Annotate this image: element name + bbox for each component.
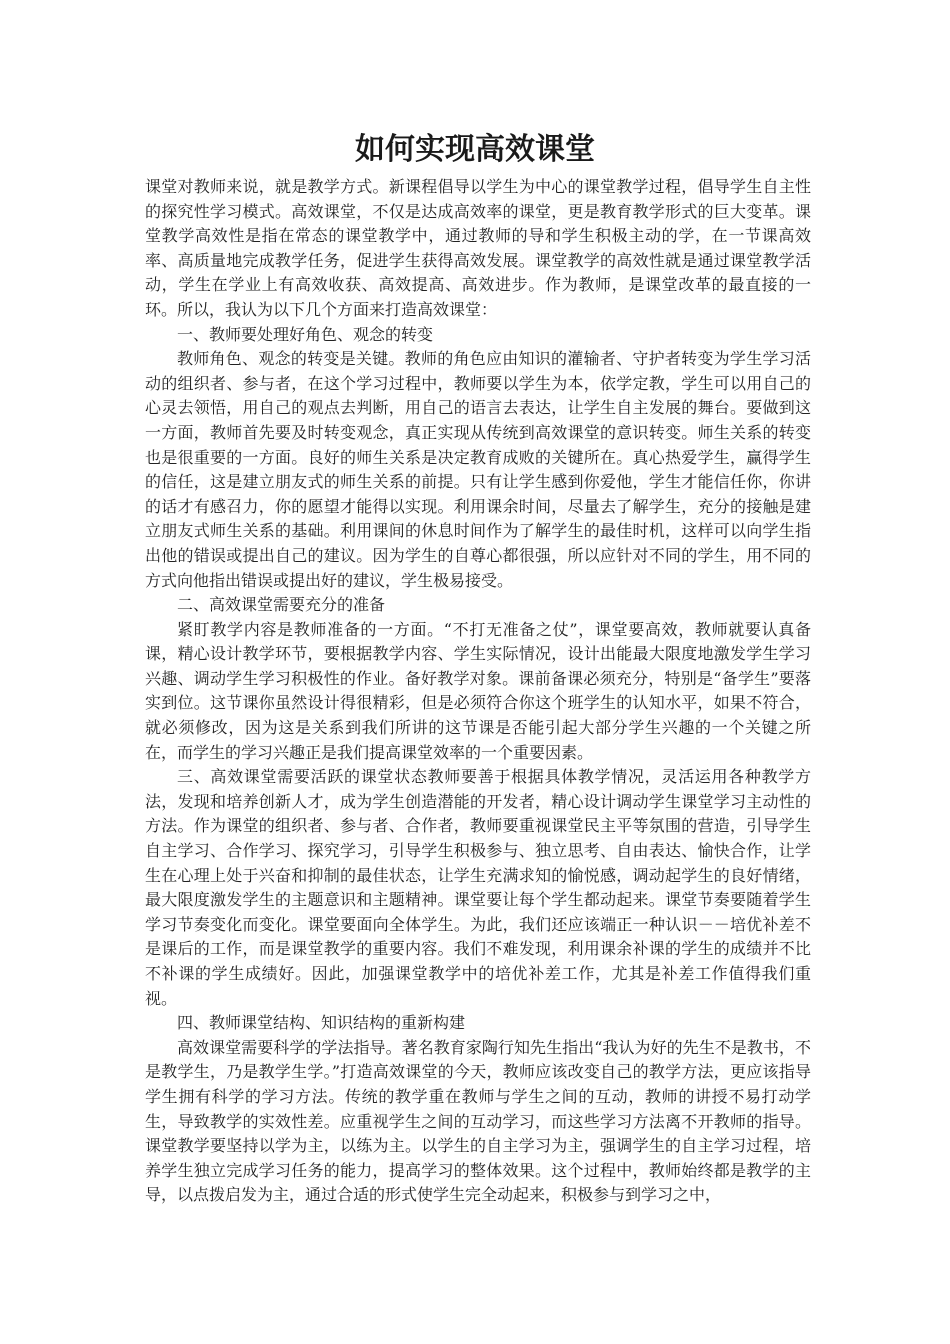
document-title: 如何实现高效课堂 [355,132,595,167]
body-paragraph: 高效课堂需要科学的学法指导。著名教育家陶行知先生指出“我认为好的先生不是教书，不是教学生，乃是教学生学。”打造高效课堂的今天，教师应该改变自己的教学方法，更应该指导学生拥有科学的学习方法。传统的教学重在教师与学生之间的互动，教师的讲授不易打动学生，导致教学的实效性差。应重视学生之间的互动学习，而这些学习方法离不开教师的指导。课堂教学要坚持以学为主，以练为主。以学生的自主学习为主，强调学生的自主学习过程，培养学生独立完成学习任务的能力，提高学习的整体效果。这个过程中，教师始终都是教学的主导，以点拨启发为主，通过合适的形式使学生完全动起来，积极参与到学习之中， [145,1037,811,1205]
section-heading-1: 一、教师要处理好角色、观念的转变 [177,324,434,344]
intro-paragraph: 课堂对教师来说，就是教学方式。新课程倡导以学生为中心的课堂教学过程，倡导学生自主性的探究性学习模式。高效课堂，不仅是达成高效率的课堂，更是教育教学形式的巨大变革。课堂教学高效性是指在常态的课堂教学中，通过教师的导和学生积极主动的学，在一节课高效率、高质量地完成教学任务，促进学生获得高效发展。课堂教学的高效性就是通过课堂教学活动，学生在学业上有高效收获、高效提高、高效进步。作为教师，是课堂改革的最直接的一环。所以，我认为以下几个方面来打造高效课堂： [145,177,811,319]
section-heading-2: 二、高效课堂需要充分的准备 [177,595,386,615]
body-paragraph: 教师角色、观念的转变是关键。教师的角色应由知识的灌输者、守护者转变为学生学习活动的组织者、参与者，在这个学习过程中，教师要以学生为本，依学定教，学生可以用自己的心灵去领悟，用自己的观点去判断，用自己的语言去表达，让学生自主发展的舞台。要做到这一方面，教师首先要及时转变观念，真正实现从传统到高效课堂的意识转变。师生关系的转变也是很重要的一方面。良好的师生关系是决定教育成败的关键所在。真心热爱学生，赢得学生的信任，这是建立朋友式的师生关系的前提。只有让学生感到你爱他，学生才能信任你，你讲的话才有感召力，你的愿望才能得以实现。利用课余时间，尽量去了解学生，充分的接触是建立朋友式师生关系的基础。利用课间的休息时间作为了解学生的最佳时机，这样可以向学生指出他的错误或提出自己的建议。因为学生的自尊心都很强，所以应针对不同的学生，用不同的方式向他指出错误或提出好的建议，学生极易接受。 [145,349,811,590]
section-heading-4: 四、教师课堂结构、知识结构的重新构建 [177,1013,466,1033]
body-paragraph: 紧盯教学内容是教师准备的一方面。“不打无准备之仗”，课堂要高效，教师就要认真备课，精心设计教学环节，要根据教学内容、学生实际情况，设计出能最大限度地激发学生学习兴趣、调动学生学习积极性的作业。备好教学对象。课前备课必须充分，特别是“备学生”要落实到位。这节课你虽然设计得很精彩，但是必须符合你这个班学生的认知水平，如果不符合，就必须修改，因为这是关系到我们所讲的这节课是否能引起大部分学生兴趣的一个关键之所在，而学生的学习兴趣正是我们提高课堂效率的一个重要因素。 [145,619,811,762]
body-paragraph-section-3: 三、高效课堂需要活跃的课堂状态教师要善于根据具体教学情况，灵活运用各种教学方法，发现和培养创新人才，成为学生创造潜能的开发者，精心设计调动学生课堂学习主动性的方法。作为课堂的组织者、参与者、合作者，教师要重视课堂民主平等氛围的营造，引导学生自主学习、合作学习、探究学习，引导学生积极参与、独立思考、自由表达、愉快合作，让学生在心理上处于兴奋和抑制的最佳状态，让学生充满求知的愉悦感，调动起学生的良好情绪，最大限度激发学生的主题意识和主题精神。课堂要让每个学生都动起来。课堂节奏要随着学生学习节奏变化而变化。课堂要面向全体学生。为此，我们还应该端正一种认识－－培优补差不是课后的工作，而是课堂教学的重要内容。我们不难发现，利用课余补课的学生的成绩并不比不补课的学生成绩好。因此，加强课堂教学中的培优补差工作，尤其是补差工作值得我们重视。 [145,767,811,1008]
document-body [145,175,811,1208]
